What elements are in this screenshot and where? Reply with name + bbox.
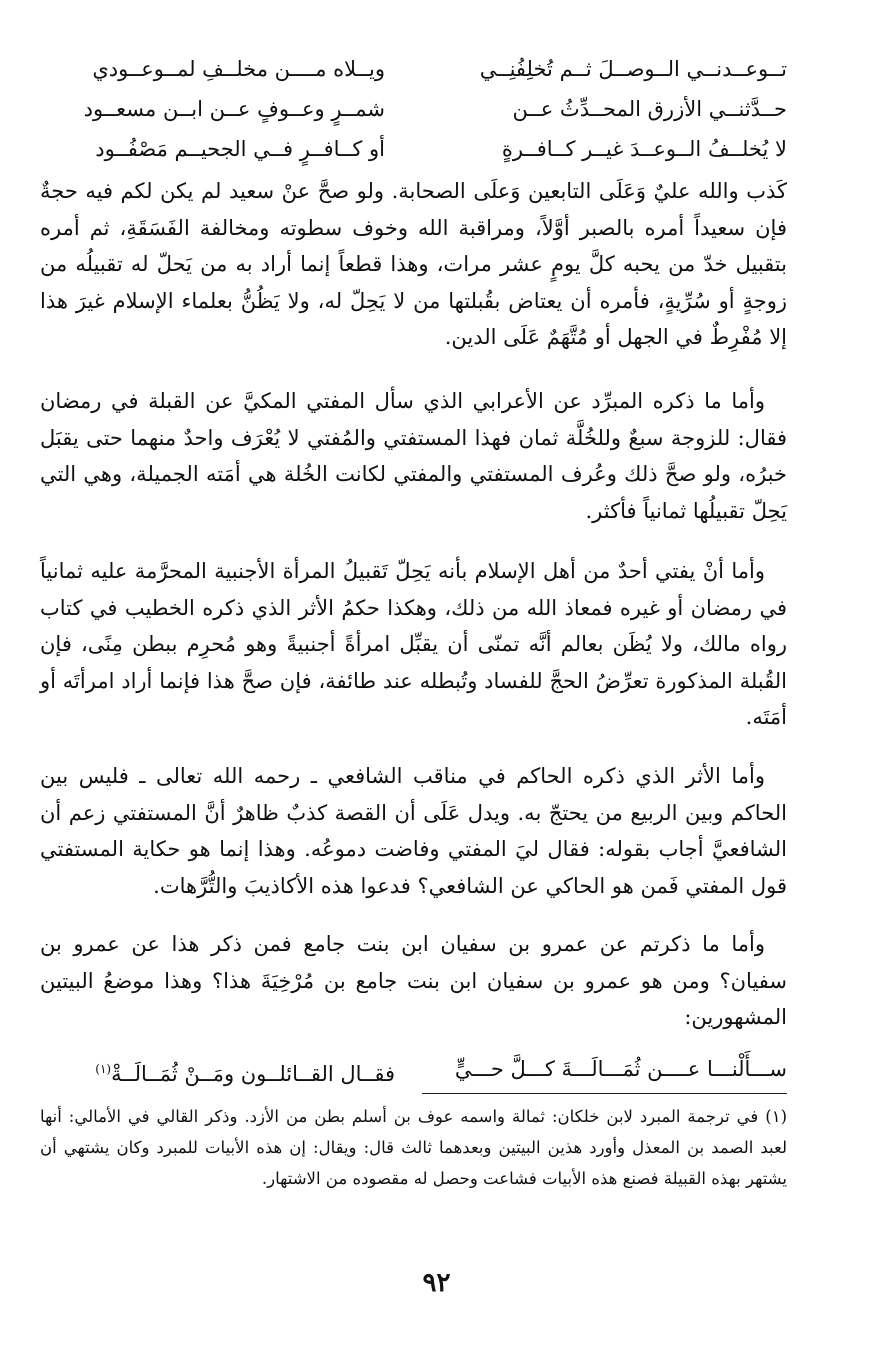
paragraph-2: وأما ما ذكره المبرِّد عن الأعرابي الذي سأل المفتي المكيَّ عن القبلة في رمضان فقال: للزوجة سبعٌ وللخُلَّة ثمان فهذا المستفتي والمُفتي لا يُعْرَف واحدٌ منهما حتى يقبَل خبرُه، ولو صحَّ ذلك وعُرف المستفتي والمفتي لكانت الخُلة هي أمَته الجميلة، وهي التي يَحِلّ تقبيلُها ثمانياً فأكثر. [40, 389, 787, 523]
verse-hemistich-second: شمــرٍ وعــوفٍ عــن ابــن مسعــود [83, 97, 385, 121]
paragraph-4: وأما الأثر الذي ذكره الحاكم في مناقب الشافعي ـ رحمه الله تعالى ـ فليس بين الحاكم وبين الربيع من يحتجّ به. ويدل عَلَى أن القصة كذبٌ ظاهرٌ أنَّ المستفتي زعم أن الشافعيَّ أجاب بقوله: فقال ليَ المفتي وفاضت دموعُه. وهذا إنما هو حكاية المستفتي قول المفتي فَمن هو الحاكي عن الشافعي؟ فدعوا هذه الأكاذيبَ والتُّرَّهات. [40, 764, 787, 898]
footnote-marker: (١) [95, 1062, 112, 1076]
verse-hemistich-first: لا يُخلــفُ الــوعــدَ غيــر كــافــرةٍ [501, 137, 787, 161]
poem-verse-3 [40, 132, 787, 166]
paragraph-3: وأما أنْ يفتي أحدٌ من أهل الإسلام بأنه يَحِلّ تَقبيلُ المرأة الأجنبية المحرَّمة عليه ثمانياً في رمضان أو غيره فمعاذ الله من ذلك، وهكذا حكمُ الأثر الذي ذكره الخطيب في كتاب رواه مالك، ولا يُظَن بعالم أنَّه تمنّى أن يقبِّل امرأةً أجنبيةً وهو مُحرِم ببطن مِنًى، فإن القُبلة المذكورة تعرِّضُ الحجَّ للفساد وتُبطله عند طائفة، فإن صحَّ هذا فإنما أراد امرأتَه أو أمَتَه. [40, 559, 787, 729]
verse-hemistich-second [40, 1052, 395, 1091]
paragraph-5: وأما ما ذكرتم عن عمرو بن سفيان ابن بنت جامع فمن ذكر هذا عن عمرو بن سفيان؟ ومن هو عمرو بن سفيان ابن بنت جامع بن مُرْخِيَةَ هذا؟ وهذا موضعُ البيتين المشهورين: [40, 932, 787, 1029]
verse-hemistich-second-text: فقــال القــائلــون ومَــنْ ثُمَــالَــةْ [111, 1062, 395, 1086]
footnote-separator [422, 1093, 787, 1094]
verse-hemistich-second: ويــلاه مــــن مخلــفِ لمــوعــودي [92, 57, 385, 81]
verse-hemistich-first: ســـأَلْنـــا عــــن ثُمَـــالَـــةَ كـــلَّ حـــيٍّ [454, 1057, 787, 1081]
poem-verse-1 [40, 52, 787, 86]
verse-hemistich-first: تــوعــدنــي الــوصــلَ ثــم تُخلِفُنِــي [479, 57, 787, 81]
poem-verse-2 [40, 92, 787, 126]
final-verse [40, 1052, 787, 1086]
page-number: ٩٢ [422, 1268, 451, 1298]
footnote-1: (١) في ترجمة المبرد لابن خلكان: ثمالة واسمه عوف بن أسلم بطن من الأزد. وذكر القالي في الأمالي: أنها لعبد الصمد بن المعذل وأورد هذين البيتين وبعدهما ثالث قال: ويقال: إن هذه الأبيات للمبرد وكان يشتهي أن يشتهر بهذه القبيلة فصنع هذه الأبيات فشاعت وحصل له مقصوده من الاشتهار. [40, 1107, 787, 1188]
verse-hemistich-first: حــدَّثنــي الأزرق المحــدِّثُ عــن [512, 97, 787, 121]
paragraph-1: كَذب والله عليٌ وَعَلَى التابعين وَعلَى الصحابة. ولو صحَّ عنْ سعيد لم يكن لكم فيه حجةٌ فإن سعيداً أمره بالصبر أوَّلاً، ومراقبة الله وخوف سطوته ومخالفة الفَسَقَةِ، ثم أمره بتقبيل خدّ من يحبه كلَّ يومٍ عشر مرات، وهذا قطعاً إنما أراد به من يَحلّ له تقبيلُه من زوجةٍ أو سُرِّيةٍ، فأمره أن يعتاض بقُبلتها من لا يَحِلّ له، ولا يَظُنُّ بعلماء الإسلام غيرَ هذا إلا مُفْرِطٌ في الجهل أو مُتَّهَمٌ عَلَى الدين. [40, 179, 787, 349]
verse-hemistich-second: أو كــافــرٍ فــي الجحيــم مَصْفُــود [95, 137, 385, 161]
